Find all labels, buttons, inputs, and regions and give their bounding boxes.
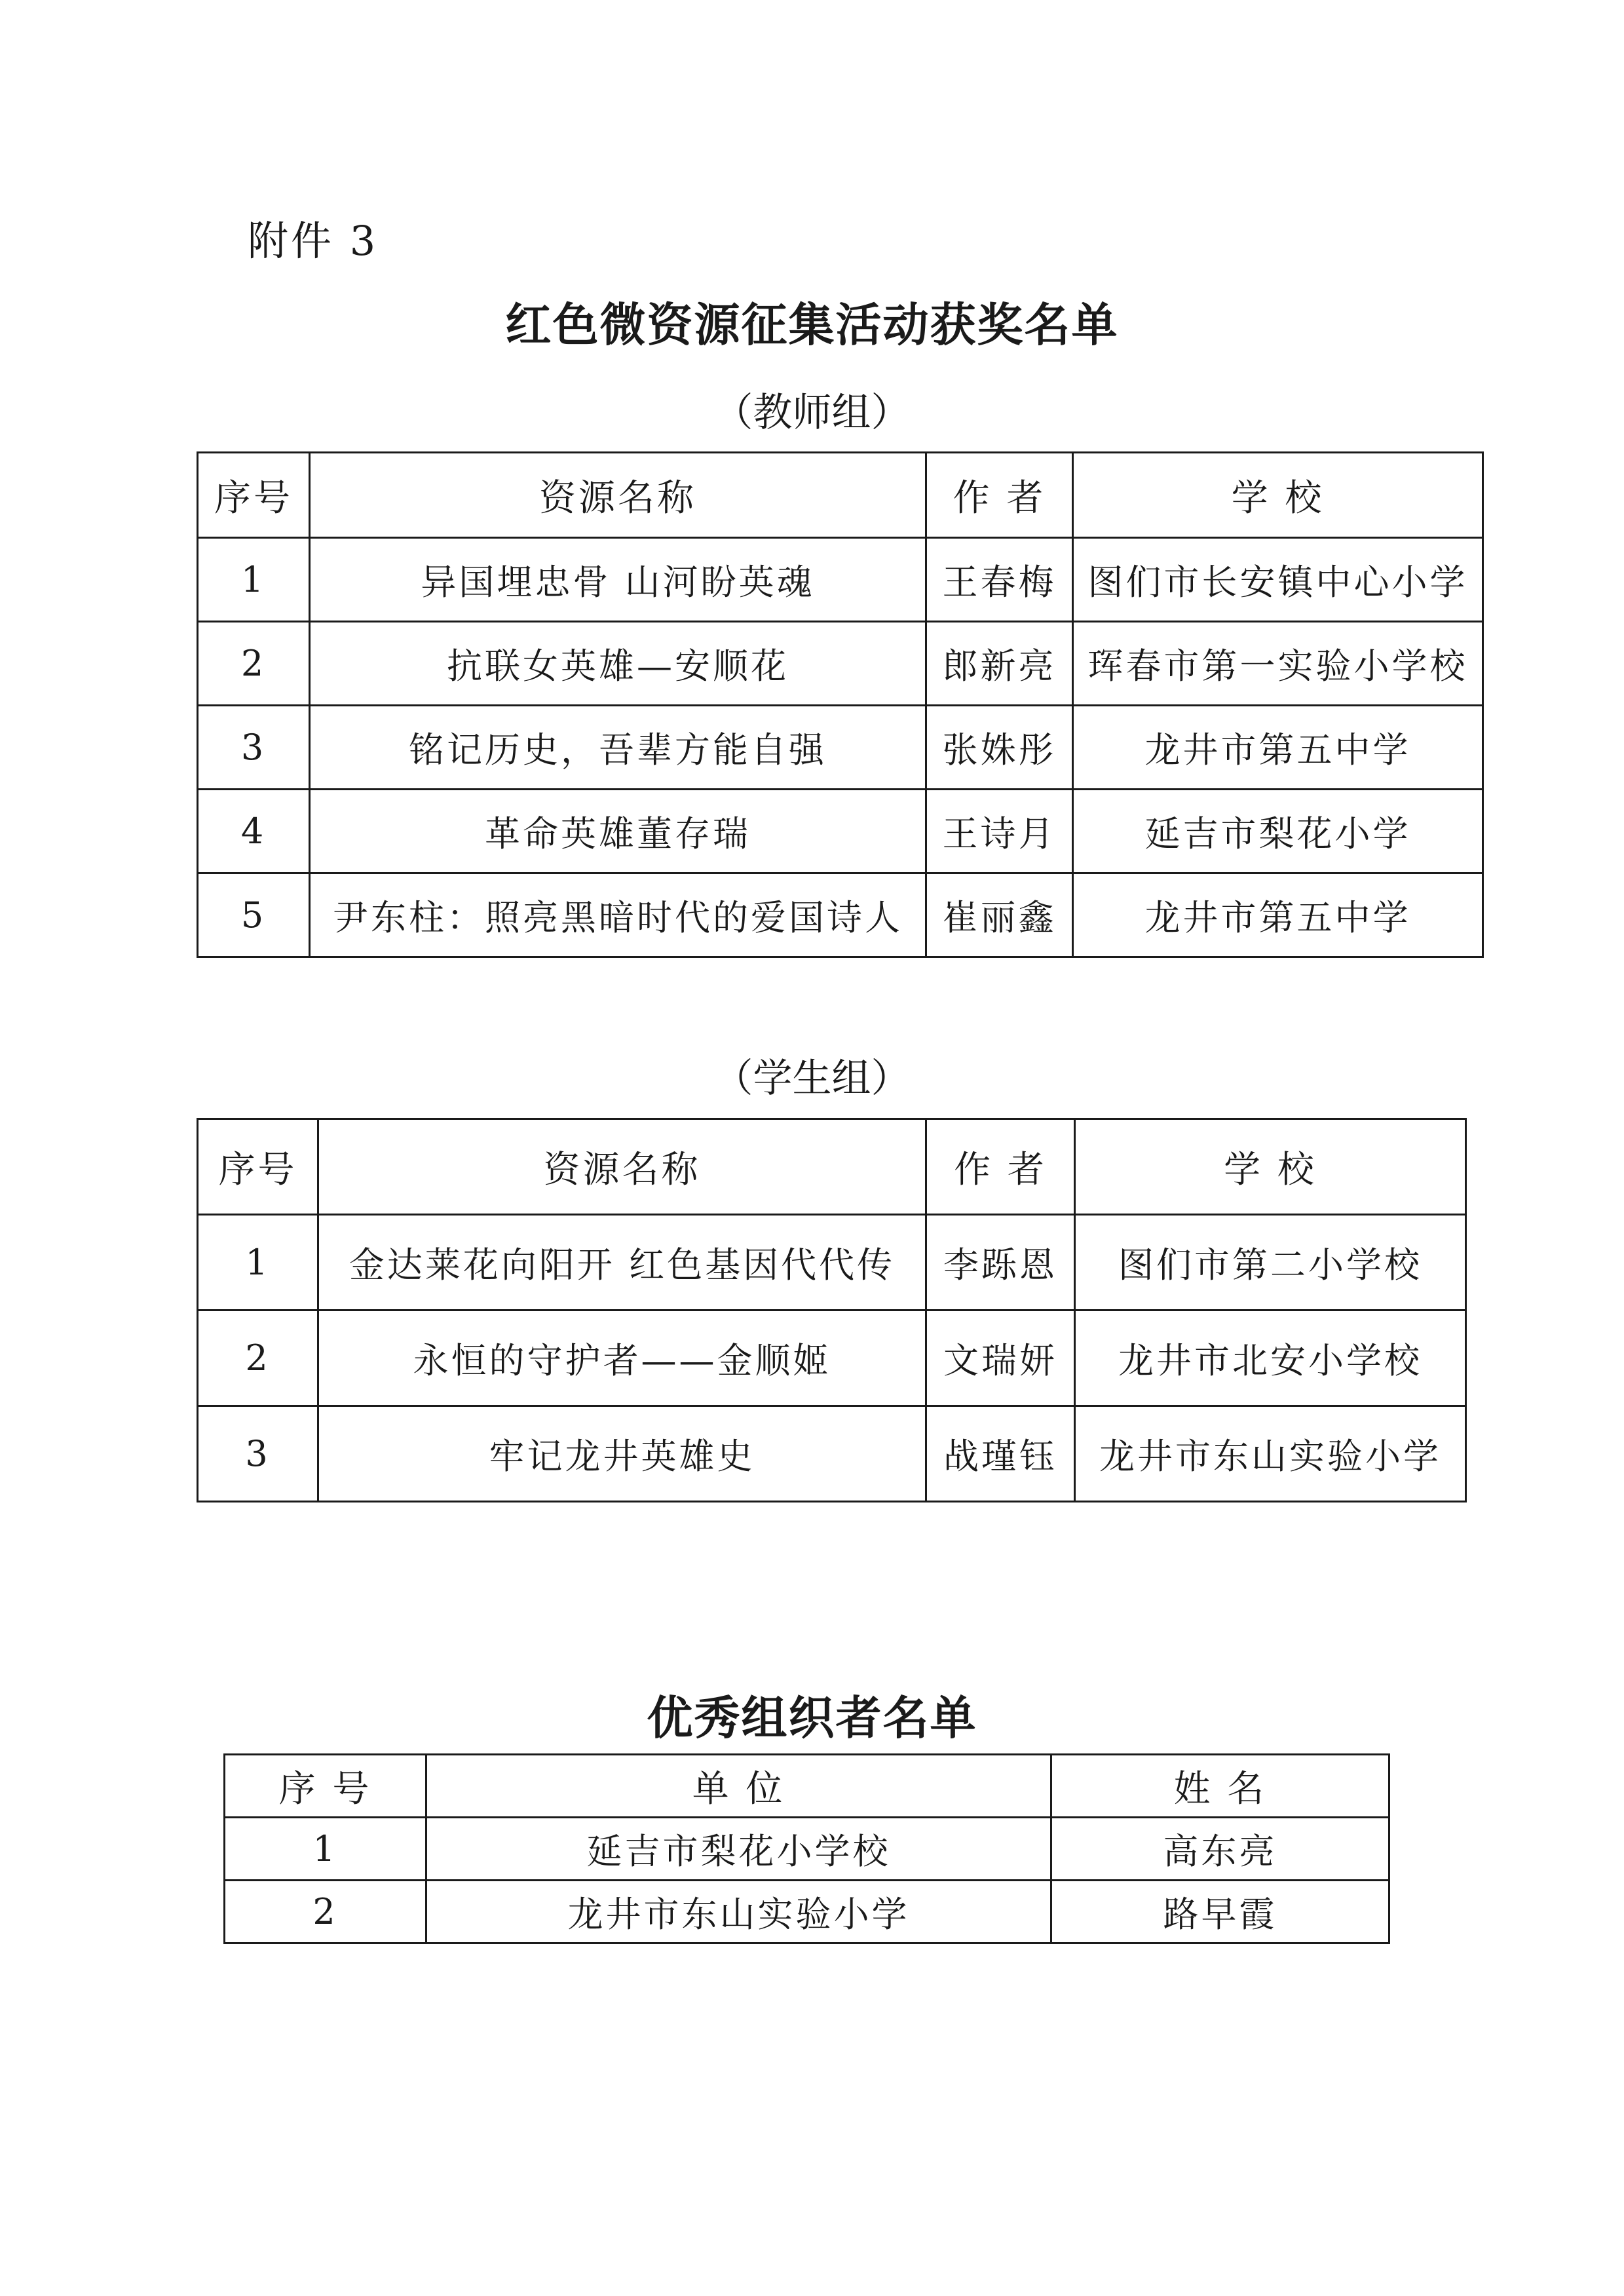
- table-row: [198, 622, 1483, 706]
- table-row: [198, 706, 1483, 790]
- row-author: 张姝彤: [926, 706, 1073, 790]
- student-group-subtitle: （学生组）: [713, 1056, 911, 1101]
- row-resource-name: 革命英雄董存瑞: [310, 790, 926, 873]
- row-unit: 延吉市梨花小学校: [426, 1818, 1051, 1881]
- row-author: 李跞恩: [926, 1215, 1075, 1311]
- row-school: 珲春市第一实验小学校: [1073, 622, 1483, 706]
- main-title: 红色微资源征集活动获奖名单: [505, 298, 1119, 352]
- header-author: 作 者: [926, 1119, 1075, 1215]
- table-row: [198, 790, 1483, 873]
- header-name: 姓 名: [1051, 1755, 1389, 1818]
- table-row: [225, 1818, 1389, 1881]
- row-index: 1: [225, 1818, 426, 1881]
- student-award-table: [197, 1118, 1467, 1502]
- row-school: 龙井市北安小学校: [1075, 1311, 1466, 1406]
- row-resource-name: 牢记龙井英雄史: [318, 1406, 926, 1502]
- row-index: 4: [198, 790, 310, 873]
- row-school: 龙井市第五中学: [1073, 706, 1483, 790]
- row-author: 王春梅: [926, 538, 1073, 622]
- teacher-group-subtitle: （教师组）: [713, 390, 911, 436]
- table-header-row: [198, 1119, 1466, 1215]
- row-resource-name: 铭记历史，吾辈方能自强: [310, 706, 926, 790]
- row-index: 2: [198, 622, 310, 706]
- table-header-row: [225, 1755, 1389, 1818]
- header-unit: 单 位: [426, 1755, 1051, 1818]
- row-name: 路早霞: [1051, 1881, 1389, 1943]
- row-author: 崔丽鑫: [926, 873, 1073, 957]
- row-school: 图们市第二小学校: [1075, 1215, 1466, 1311]
- header-school: 学 校: [1075, 1119, 1466, 1215]
- header-school: 学 校: [1073, 453, 1483, 538]
- row-index: 5: [198, 873, 310, 957]
- table-header-row: [198, 453, 1483, 538]
- organizer-table: [223, 1753, 1390, 1944]
- row-resource-name: 抗联女英雄—安顺花: [310, 622, 926, 706]
- header-index: 序号: [198, 1119, 318, 1215]
- table-row: [198, 873, 1483, 957]
- row-index: 3: [198, 1406, 318, 1502]
- table-row: [198, 538, 1483, 622]
- table-row: [198, 1311, 1466, 1406]
- header-index: 序 号: [225, 1755, 426, 1818]
- row-name: 高东亮: [1051, 1818, 1389, 1881]
- organizer-title: 优秀组织者名单: [647, 1691, 977, 1745]
- teacher-award-table: [197, 451, 1484, 958]
- row-school: 龙井市东山实验小学: [1075, 1406, 1466, 1502]
- row-resource-name: 尹东柱：照亮黑暗时代的爱国诗人: [310, 873, 926, 957]
- header-resource-name: 资源名称: [318, 1119, 926, 1215]
- row-author: 王诗月: [926, 790, 1073, 873]
- table-row: [225, 1881, 1389, 1943]
- row-school: 延吉市梨花小学: [1073, 790, 1483, 873]
- row-author: 战瑾钰: [926, 1406, 1075, 1502]
- row-author: 文瑞妍: [926, 1311, 1075, 1406]
- row-index: 1: [198, 1215, 318, 1311]
- row-school: 龙井市第五中学: [1073, 873, 1483, 957]
- table-row: [198, 1215, 1466, 1311]
- row-index: 2: [225, 1881, 426, 1943]
- header-author: 作 者: [926, 453, 1073, 538]
- row-author: 郎新亮: [926, 622, 1073, 706]
- table-row: [198, 1406, 1466, 1502]
- row-school: 图们市长安镇中心小学: [1073, 538, 1483, 622]
- row-resource-name: 金达莱花向阳开 红色基因代代传: [318, 1215, 926, 1311]
- row-resource-name: 永恒的守护者——金顺姬: [318, 1311, 926, 1406]
- header-index: 序号: [198, 453, 310, 538]
- row-resource-name: 异国埋忠骨 山河盼英魂: [310, 538, 926, 622]
- header-resource-name: 资源名称: [310, 453, 926, 538]
- attachment-label: 附件 3: [248, 217, 379, 265]
- row-index: 1: [198, 538, 310, 622]
- row-index: 3: [198, 706, 310, 790]
- row-unit: 龙井市东山实验小学: [426, 1881, 1051, 1943]
- row-index: 2: [198, 1311, 318, 1406]
